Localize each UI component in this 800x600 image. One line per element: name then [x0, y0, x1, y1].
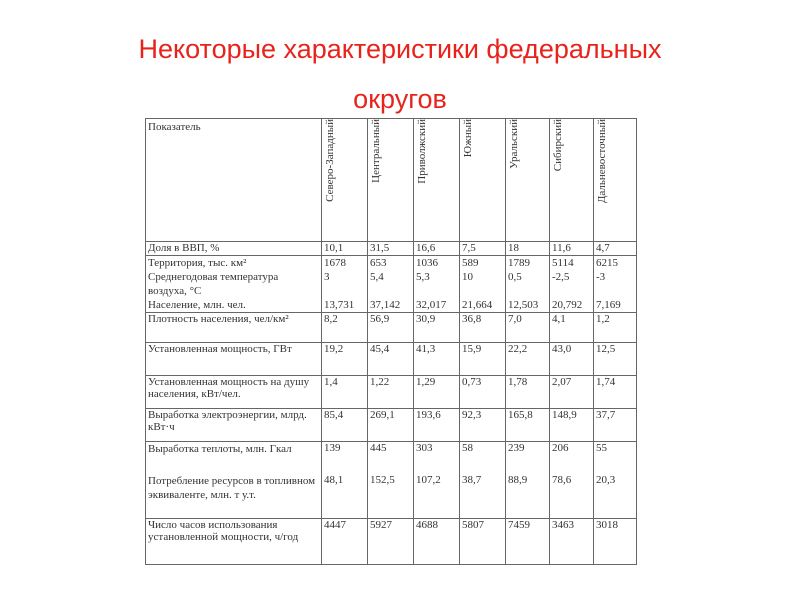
row-label: Выработка теплоты, млн. Гкал	[148, 443, 292, 455]
cell-value: 1036	[416, 257, 438, 269]
slide-title-line-2: округов	[353, 84, 447, 114]
cell-value: 7459	[506, 519, 550, 565]
row-label: Число часов использования установленной мощности, ч/год	[146, 519, 322, 565]
cell-value: 37,142	[370, 299, 401, 311]
table-row	[146, 343, 637, 376]
header-district-label: Дальневосточный	[596, 119, 608, 204]
header-district-label: Центральный	[370, 119, 382, 183]
cell-value: 107,2	[416, 474, 441, 486]
header-district-central	[368, 119, 414, 242]
cell-value: 10,1	[322, 242, 368, 256]
cell-group	[414, 442, 460, 519]
cell-value: 8,2	[322, 313, 368, 343]
cell-value: 193,6	[414, 409, 460, 442]
row-label: Среднегодовая температура воздуха, °С	[148, 271, 279, 297]
cell-value: 165,8	[506, 409, 550, 442]
header-district-label: Сибирский	[552, 119, 564, 172]
cell-group	[368, 256, 414, 313]
cell-value: 1,4	[322, 376, 368, 409]
cell-value: 239	[508, 442, 525, 454]
row-label-group	[146, 442, 322, 519]
cell-value: 15,9	[460, 343, 506, 376]
cell-value: 58	[462, 442, 473, 454]
cell-group	[460, 256, 506, 313]
cell-value: 12,5	[594, 343, 637, 376]
district-characteristics-table	[145, 118, 637, 565]
cell-value: 303	[416, 442, 433, 454]
cell-group	[414, 256, 460, 313]
cell-value: 152,5	[370, 474, 395, 486]
table-row	[146, 409, 637, 442]
cell-group	[550, 442, 594, 519]
table-row-group	[146, 256, 637, 313]
cell-value: 1,2	[594, 313, 637, 343]
header-district-label: Южный	[462, 119, 474, 158]
header-district-fareast	[594, 119, 637, 242]
cell-value: 1789	[508, 257, 530, 269]
row-label-group	[146, 256, 322, 313]
cell-value: 13,731	[324, 299, 355, 311]
slide-title-line-1: Некоторые характеристики федеральных	[138, 34, 662, 64]
header-indicator-label: Показатель	[148, 121, 201, 133]
table-row	[146, 376, 637, 409]
row-label: Установленная мощность, ГВт	[146, 343, 322, 376]
table-row	[146, 313, 637, 343]
cell-group	[594, 256, 637, 313]
cell-value: 7,0	[506, 313, 550, 343]
cell-value: 88,9	[508, 474, 528, 486]
cell-group	[322, 256, 368, 313]
cell-group	[550, 256, 594, 313]
cell-value: 6215	[596, 257, 618, 269]
cell-value: 19,2	[322, 343, 368, 376]
cell-value: 10	[462, 271, 473, 283]
table-row	[146, 242, 637, 256]
cell-value: 148,9	[550, 409, 594, 442]
cell-value: 85,4	[322, 409, 368, 442]
cell-value: 1,29	[414, 376, 460, 409]
cell-value: 7,169	[596, 299, 621, 311]
cell-value: 589	[462, 257, 479, 269]
row-label: Доля в ВВП, %	[146, 242, 322, 256]
cell-value: 653	[370, 257, 387, 269]
cell-value: 31,5	[368, 242, 414, 256]
row-label: Выработка электроэнергии, млрд. кВт·ч	[146, 409, 322, 442]
cell-value: 21,664	[462, 299, 493, 311]
row-label: Плотность населения, чел/км²	[146, 313, 322, 343]
row-label: Установленная мощность на душу населения, кВт/чел.	[146, 376, 322, 409]
cell-value: 206	[552, 442, 569, 454]
cell-value: 7,5	[460, 242, 506, 256]
cell-value: 1,78	[506, 376, 550, 409]
cell-value: 45,4	[368, 343, 414, 376]
cell-value: 0,73	[460, 376, 506, 409]
cell-value: 0,5	[508, 271, 522, 283]
header-district-siberia	[550, 119, 594, 242]
cell-group	[594, 442, 637, 519]
cell-value: 36,8	[460, 313, 506, 343]
cell-value: 18	[506, 242, 550, 256]
header-district-volga	[414, 119, 460, 242]
cell-value: 43,0	[550, 343, 594, 376]
cell-value: 22,2	[506, 343, 550, 376]
cell-value: 78,6	[552, 474, 572, 486]
row-label: Потребление ресурсов в топливном эквиваленте, млн. т у.т.	[148, 475, 316, 501]
cell-value: 445	[370, 442, 387, 454]
cell-value: 55	[596, 442, 607, 454]
cell-value: 1,22	[368, 376, 414, 409]
cell-value: 5807	[460, 519, 506, 565]
table-header-row	[146, 119, 637, 242]
cell-value: 5,3	[416, 271, 430, 283]
cell-group	[506, 256, 550, 313]
cell-value: 48,1	[324, 474, 344, 486]
header-district-label: Приволжский	[416, 119, 428, 184]
cell-group	[460, 442, 506, 519]
cell-value: 4,1	[550, 313, 594, 343]
cell-value: 11,6	[550, 242, 594, 256]
cell-value: 37,7	[594, 409, 637, 442]
cell-value: 92,3	[460, 409, 506, 442]
row-label: Территория, тыс. км²	[148, 257, 247, 269]
cell-value: 4447	[322, 519, 368, 565]
cell-value: 38,7	[462, 474, 482, 486]
cell-value: 20,3	[596, 474, 616, 486]
header-district-label: Северо-Западный	[324, 119, 336, 202]
header-district-south	[460, 119, 506, 242]
cell-value: 12,503	[508, 299, 539, 311]
cell-value: 20,792	[552, 299, 583, 311]
row-label: Население, млн. чел.	[148, 299, 246, 311]
cell-value: 3018	[594, 519, 637, 565]
cell-value: 3463	[550, 519, 594, 565]
header-district-ural	[506, 119, 550, 242]
cell-value: 5927	[368, 519, 414, 565]
cell-value: 1,74	[594, 376, 637, 409]
cell-group	[368, 442, 414, 519]
header-indicator	[146, 119, 322, 242]
table-row-group	[146, 442, 637, 519]
cell-value: 30,9	[414, 313, 460, 343]
cell-value: -3	[596, 271, 606, 283]
cell-value: 5114	[552, 257, 574, 269]
cell-group	[506, 442, 550, 519]
cell-value: 5,4	[370, 271, 384, 283]
cell-value: 3	[324, 271, 330, 283]
cell-value: 56,9	[368, 313, 414, 343]
cell-value: 4,7	[594, 242, 637, 256]
cell-group	[322, 442, 368, 519]
cell-value: 41,3	[414, 343, 460, 376]
cell-value: 139	[324, 442, 341, 454]
cell-value: 1678	[324, 257, 346, 269]
table-row	[146, 519, 637, 565]
cell-value: 16,6	[414, 242, 460, 256]
cell-value: 2,07	[550, 376, 594, 409]
cell-value: 269,1	[368, 409, 414, 442]
cell-value: 4688	[414, 519, 460, 565]
header-district-label: Уральский	[508, 119, 520, 169]
cell-value: -2,5	[552, 271, 570, 283]
cell-value: 32,017	[416, 299, 447, 311]
header-district-northwest	[322, 119, 368, 242]
